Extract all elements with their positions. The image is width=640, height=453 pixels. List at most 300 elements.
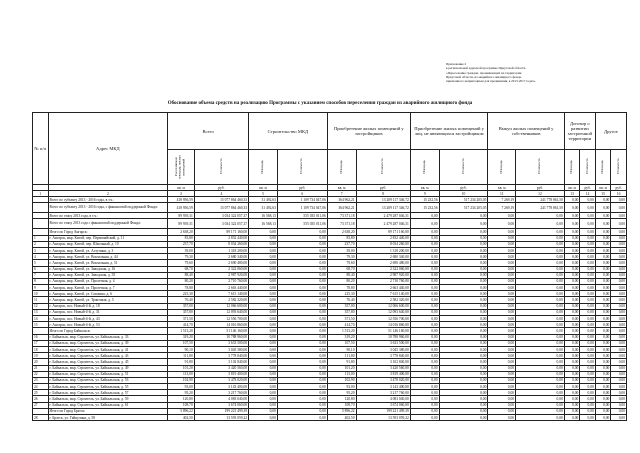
value-cell: 0,00 [410,219,439,229]
value-cell: 0,00 [249,408,278,414]
value-cell: 0,00 [516,278,565,284]
value-cell: 0,00 [564,247,580,253]
value-cell: 0,00 [249,365,278,371]
value-cell: 0,00 [277,328,327,334]
value-cell: 113,00 [327,371,356,377]
value-cell: 0,00 [595,346,611,352]
value-cell: 0,00 [410,346,439,352]
row-number: 18 [33,346,49,352]
value-cell: 15 077 864 460,33 [194,203,248,213]
value-cell: 0,00 [249,303,278,309]
value-cell: 0,00 [488,340,516,346]
value-cell: 0,00 [580,235,596,241]
value-cell: 2 479 287 046,31 [356,219,410,229]
value-cell: 2 710 760,00 [356,278,410,284]
value-cell: 89 171 160,00 [194,229,248,235]
value-cell: 0,00 [249,340,278,346]
value-cell: 0,00 [595,297,611,303]
value-cell: 13 209 117 346,72 [356,203,410,213]
value-cell: 0,00 [516,408,565,414]
row-number: 2 [33,241,49,247]
value-cell: 0,00 [277,297,327,303]
row-number: 1 [33,235,49,241]
subheader-cost: Стоимость [277,150,327,185]
value-cell: 102,90 [327,377,356,383]
subheader-resettled-area: Расселяемая площадь жилых помещений [168,150,195,185]
value-cell: 0,00 [277,322,327,328]
row-address: г. Ангарск, мкр. Китой, ул. Пролетная, д. 7 [48,285,168,291]
row-address: г. Байкальск, мкр. Строитель, ул. Байкальская, д. 53 [48,377,168,383]
value-cell: 0,00 [611,309,627,315]
value-cell: 0,00 [611,328,627,334]
value-cell: 0,00 [488,272,516,278]
row-number: 19 [33,353,49,359]
value-cell: 0,00 [410,402,439,408]
value-cell: 0,00 [516,219,565,229]
value-cell: 0,00 [580,309,596,315]
value-cell: 0,00 [410,254,439,260]
row-address: г. Ангарск, пос. Новый-4-й, д. 53 [48,322,168,328]
value-cell: 80,20 [168,278,195,284]
value-cell: 0,00 [611,213,627,219]
value-cell: 0,00 [611,316,627,322]
value-cell: 0,00 [249,266,278,272]
value-cell: 3 102 840,00 [194,359,248,365]
value-cell: 0,00 [277,371,327,377]
value-cell: 0,00 [277,340,327,346]
value-cell: 517 234 205,05 [439,203,488,213]
value-cell: 13 593 059,22 [356,415,410,421]
row-address: г. Ангарск, мкр. Китой, ул. Трактовая, д. 5 [48,297,168,303]
value-cell: 0,00 [516,309,565,315]
row-number [33,203,49,213]
value-cell: 0,00 [611,396,627,402]
value-cell: 3 102 840,00 [356,359,410,365]
subheader-area: Площадь [564,150,580,185]
value-cell: 0,00 [439,278,488,284]
units-cell: руб. [580,185,596,191]
value-cell: 0,00 [611,408,627,414]
value-cell: 0,00 [439,346,488,352]
value-cell: 0,00 [249,377,278,383]
value-cell: 0,00 [439,272,488,278]
value-cell: 2 832 440,00 [194,235,248,241]
value-cell: 0,00 [595,203,611,213]
value-cell: 0,00 [516,260,565,266]
value-cell: 2 663 440,00 [356,285,410,291]
value-cell: 0,00 [516,396,565,402]
value-cell: 0,00 [564,415,580,421]
value-cell: 0,00 [564,328,580,334]
value-cell: 2 638,20 [327,229,356,235]
value-cell: 0,00 [488,408,516,414]
value-cell: 0,00 [439,340,488,346]
value-cell: 7 269,19 [488,203,516,213]
value-cell: 0,00 [488,322,516,328]
row-number: 5 [33,260,49,266]
value-cell: 0,00 [580,297,596,303]
value-cell: 0,00 [564,278,580,284]
value-cell: 0,00 [410,247,439,253]
value-cell: 68,70 [327,266,356,272]
value-cell: 111,80 [168,353,195,359]
value-cell: 0,00 [410,328,439,334]
value-cell: 107,50 [327,340,356,346]
value-cell: 3 217 760,00 [194,390,248,396]
value-cell: 14 016 860,00 [356,322,410,328]
value-cell: 0,00 [516,371,565,377]
value-cell: 0,00 [488,353,516,359]
value-cell: 371,50 [327,316,356,322]
value-cell: 0,00 [249,396,278,402]
value-cell: 0,00 [410,359,439,365]
value-cell: 1 109 734 047,06 [277,203,327,213]
value-cell: 0,00 [249,359,278,365]
value-cell: 0,00 [249,291,278,297]
value-cell: 0,00 [277,229,327,235]
value-cell: 418 956,59 [168,203,195,213]
header-group-buyout: Выкуп жилых помещений у собственников [488,113,564,150]
value-cell: 3 633 500,00 [356,340,410,346]
value-cell: 0,00 [516,229,565,235]
appendix-line: Иркутской области, из аварийного жилищного фонда, [446,74,522,79]
value-cell: 108,70 [327,402,356,408]
value-cell: 0,00 [564,377,580,383]
value-cell: 0,00 [277,285,327,291]
value-cell: 199 221 499,39 [194,408,248,414]
value-cell: 0,00 [580,384,596,390]
value-cell: 0,00 [564,291,580,297]
value-cell: 0,00 [249,272,278,278]
header-group-construction: Строительство МКД [249,113,328,150]
value-cell: 517 234 205,05 [439,197,488,203]
value-cell: 0,00 [611,278,627,284]
value-cell: 39,00 [168,247,195,253]
value-cell: 0,00 [439,322,488,328]
value-cell: 113,00 [168,371,195,377]
value-cell: 0,00 [516,297,565,303]
value-cell: 199 221 499,39 [356,408,410,414]
value-cell: 0,00 [439,247,488,253]
subheader-cost: Стоимость [516,150,565,185]
value-cell: 0,00 [611,353,627,359]
value-cell: 0,00 [277,247,327,253]
value-cell: 0,00 [580,396,596,402]
value-cell: 0,00 [410,390,439,396]
column-number-cell: 6 [277,191,327,197]
row-address: Итого по Город Ангарск: [48,229,168,235]
value-cell: 1 318 200,00 [194,247,248,253]
value-cell: 0,00 [410,353,439,359]
value-cell: 0,00 [611,272,627,278]
value-cell: 0,00 [439,291,488,297]
value-cell: 0,00 [277,272,327,278]
value-cell: 80,20 [327,278,356,284]
value-cell: 111,80 [327,353,356,359]
value-cell: 0,00 [410,241,439,247]
subheader-cost: Стоимость [356,150,410,185]
value-cell: 0,00 [580,266,596,272]
row-address: г. Ангарск, мкр. Китой, ул. Смолина, д. 6 [48,291,168,297]
units-cell: кв. м [168,185,195,191]
value-cell: 0,00 [611,297,627,303]
value-cell: 0,00 [611,322,627,328]
value-cell: 7 269,19 [488,197,516,203]
value-cell: 0,00 [564,235,580,241]
value-cell: 0,00 [488,371,516,377]
row-address: г. Байкальск, мкр. Строитель, ул. Байкальская, д. 61 [48,402,168,408]
value-cell: 2 680 340,00 [194,254,248,260]
value-cell: 0,00 [564,309,580,315]
value-cell: 89 171 160,00 [356,229,410,235]
value-cell: 0,00 [249,309,278,315]
value-cell: 0,00 [611,365,627,371]
value-cell: 2 690 480,00 [194,260,248,266]
value-cell: 5 896,22 [168,408,195,414]
value-cell: 0,00 [595,390,611,396]
row-number: 10 [33,291,49,297]
value-cell: 0,00 [277,359,327,365]
subheader-area: Площадь [488,150,516,185]
summary-row [33,203,627,213]
value-cell: 0,00 [277,241,327,247]
units-cell: кв. м [249,185,278,191]
value-cell: 0,00 [595,278,611,284]
row-address: г. Байкальск, мкр. Строитель, ул. Байкальская, д. 49 [48,365,168,371]
value-cell: 3 143 400,00 [194,384,248,390]
value-cell: 0,00 [595,340,611,346]
value-cell: 0,00 [516,384,565,390]
row-address: г. Ангарск, мкр. Китой, ул. Вокзальная, д. 51 [48,260,168,266]
value-cell: 0,00 [488,254,516,260]
units-cell: кв. м [488,185,516,191]
value-cell: 0,00 [410,340,439,346]
value-cell: 0,00 [516,415,565,421]
value-cell: 0,00 [488,241,516,247]
value-cell: 3 420 560,00 [356,365,410,371]
value-cell: 0,00 [249,235,278,241]
value-cell: 357,00 [327,303,356,309]
value-cell: 0,00 [595,328,611,334]
value-cell: 1 318 200,00 [356,247,410,253]
units-cell: руб. [277,185,327,191]
value-cell: 0,00 [580,359,596,365]
value-cell: 15 232,56 [410,203,439,213]
value-cell: 0,00 [611,285,627,291]
appendix-line: «Переселение граждан, проживающих на территории [446,70,522,75]
row-number: 20 [33,359,49,365]
row-address: г. Ангарск, мкр. Китой, ул. Заводская, д. 16 [48,266,168,272]
value-cell: 2 322 060,00 [356,266,410,272]
row-address: г. Ангарск, мкр. Китой, ул. Вокзальная, д. 44 [48,254,168,260]
value-cell: 2 582 320,00 [356,297,410,303]
value-cell: 0,00 [410,415,439,421]
value-cell: 0,00 [410,260,439,266]
table-body [33,197,627,421]
value-cell: 0,00 [410,408,439,414]
value-cell: 0,00 [564,334,580,340]
row-number: 28 [33,415,49,421]
value-cell: 0,00 [439,377,488,383]
value-cell: 0,00 [595,303,611,309]
row-address: Всего по субъекту 2013 - 2016 годы, в т.ч.: [48,197,168,203]
value-cell: 0,00 [277,266,327,272]
value-cell: 1 513,20 [168,328,195,334]
value-cell: 364 962,21 [327,197,356,203]
value-cell: 0,00 [410,303,439,309]
value-cell: 0,00 [611,203,627,213]
value-cell: 3 819 400,00 [356,371,410,377]
value-cell: 0,00 [580,316,596,322]
value-cell: 0,00 [410,285,439,291]
column-number-cell: 7 [327,191,356,197]
row-address: г. Ангарск, мкр. Китой, пер. Школьный, д. 10 [48,241,168,247]
value-cell: 0,00 [580,353,596,359]
value-cell: 3 045 380,00 [194,346,248,352]
value-cell: 0,00 [410,272,439,278]
value-cell: 0,00 [564,219,580,229]
value-cell: 12 556 700,00 [356,316,410,322]
value-cell: 0,00 [410,213,439,219]
value-cell: 4 083 040,00 [194,396,248,402]
value-cell: 0,00 [439,309,488,315]
value-cell: 79,60 [168,260,195,266]
row-number: 22 [33,371,49,377]
value-cell: 0,00 [595,396,611,402]
value-cell: 2 987 920,00 [356,272,410,278]
value-cell: 15 077 864 460,33 [194,197,248,203]
value-cell: 0,00 [595,291,611,297]
units-cell: руб. [516,185,565,191]
row-address: г. Байкальск, мкр. Строитель, ул. Байкальская, д. 33 [48,334,168,340]
value-cell: 0,00 [611,266,627,272]
value-cell: 0,00 [611,390,627,396]
value-cell: 0,00 [595,316,611,322]
value-cell: 2 322 060,00 [194,266,248,272]
row-address: г. Ангарск, пос. Новый-4-й, д. 43 [48,316,168,322]
value-cell: 3 674 060,00 [356,402,410,408]
value-cell: 0,00 [611,247,627,253]
value-cell: 0,00 [516,316,565,322]
column-number-cell: 9 [410,191,439,197]
value-cell: 0,00 [580,334,596,340]
value-cell: 0,00 [580,213,596,219]
value-cell: 0,00 [564,316,580,322]
value-cell: 319,20 [327,334,356,340]
header-group-other: Другое [595,113,626,150]
value-cell: 0,00 [580,303,596,309]
value-cell: 364 962,21 [327,203,356,213]
value-cell: 0,00 [439,260,488,266]
value-cell: 225,30 [168,291,195,297]
value-cell: 0,00 [439,390,488,396]
value-cell: 0,00 [595,247,611,253]
value-cell: 0,00 [249,334,278,340]
value-cell: 0,00 [516,340,565,346]
value-cell: 12 556 700,00 [194,316,248,322]
value-cell: 0,00 [277,235,327,241]
value-cell: 0,00 [249,328,278,334]
value-cell: 8 034 260,00 [356,241,410,247]
value-cell: 0,00 [439,396,488,402]
value-cell: 0,00 [410,297,439,303]
appendix-line: Приложение 2 [446,62,467,66]
value-cell: 0,00 [564,272,580,278]
value-cell: 3 674 060,00 [194,402,248,408]
value-cell: 2 680 340,00 [356,254,410,260]
value-cell: 79,60 [327,260,356,266]
row-number: 11 [33,297,49,303]
value-cell: 0,00 [564,408,580,414]
row-address: Всего по субъекту 2013 - 2016 годы, с финансовой поддержкой Фонда: [48,203,168,213]
value-cell: 0,00 [611,197,627,203]
value-cell: 0,00 [516,377,565,383]
value-cell: 0,00 [564,322,580,328]
value-cell: 0,00 [488,229,516,235]
value-cell: 0,00 [410,309,439,315]
value-cell: 0,00 [595,241,611,247]
row-address: г. Байкальск, мкр. Строитель, ул. Байкальская, д. 57 [48,390,168,396]
value-cell: 0,00 [410,278,439,284]
units-cell: кв. м [410,185,439,191]
value-cell: 0,00 [277,390,327,396]
row-number: 6 [33,266,49,272]
value-cell: 0,00 [488,402,516,408]
value-cell: 68,70 [168,266,195,272]
header-group-development-contract: Договор о развитии застроенной территории [564,113,595,150]
value-cell: 0,00 [611,219,627,229]
row-address: г. Ангарск, мкр. Китой, ул. Пролетная, д. 4 [48,278,168,284]
value-cell: 3 478 020,00 [356,377,410,383]
value-cell: 0,00 [611,291,627,297]
row-address: г. Байкальск, мкр. Строитель, ул. Байкальская, д. 51 [48,371,168,377]
subheader-area: Площадь [410,150,439,185]
value-cell: 0,00 [516,328,565,334]
value-cell: 0,00 [439,213,488,219]
value-cell: 0,00 [595,359,611,365]
value-cell: 357,80 [327,309,356,315]
value-cell: 0,00 [277,254,327,260]
row-address: г. Ангарск, пос. Новый-4-й, д. 18 [48,303,168,309]
value-cell: 3 633 500,00 [194,340,248,346]
value-cell: 93,00 [168,384,195,390]
units-cell: кв. м [564,185,580,191]
value-cell: 0,00 [595,322,611,328]
column-number-cell: 3 [168,191,195,197]
column-number-cell: 1 [33,191,49,197]
value-cell: 3 217 760,00 [356,390,410,396]
value-cell: 0,00 [580,390,596,396]
subheader-cost: Стоимость [580,150,596,185]
value-cell: 0,00 [516,303,565,309]
row-number: 7 [33,272,49,278]
value-cell: 0,00 [580,254,596,260]
column-number-cell: 4 [194,191,248,197]
value-cell: 0,00 [611,415,627,421]
subheader-area: Площадь [595,150,611,185]
column-number-cell: 14 [580,191,596,197]
value-cell: 102,90 [168,377,195,383]
value-cell: 0,00 [277,384,327,390]
table-header [33,113,627,197]
value-cell: 0,00 [595,384,611,390]
row-address: г. Байкальск, мкр. Строитель, ул. Байкальская, д. 41 [48,346,168,352]
value-cell: 89 939,31 [168,213,195,219]
value-cell: 0,00 [611,371,627,377]
value-cell: 13 593 059,22 [194,415,248,421]
value-cell: 39,00 [327,247,356,253]
value-cell: 0,00 [564,229,580,235]
